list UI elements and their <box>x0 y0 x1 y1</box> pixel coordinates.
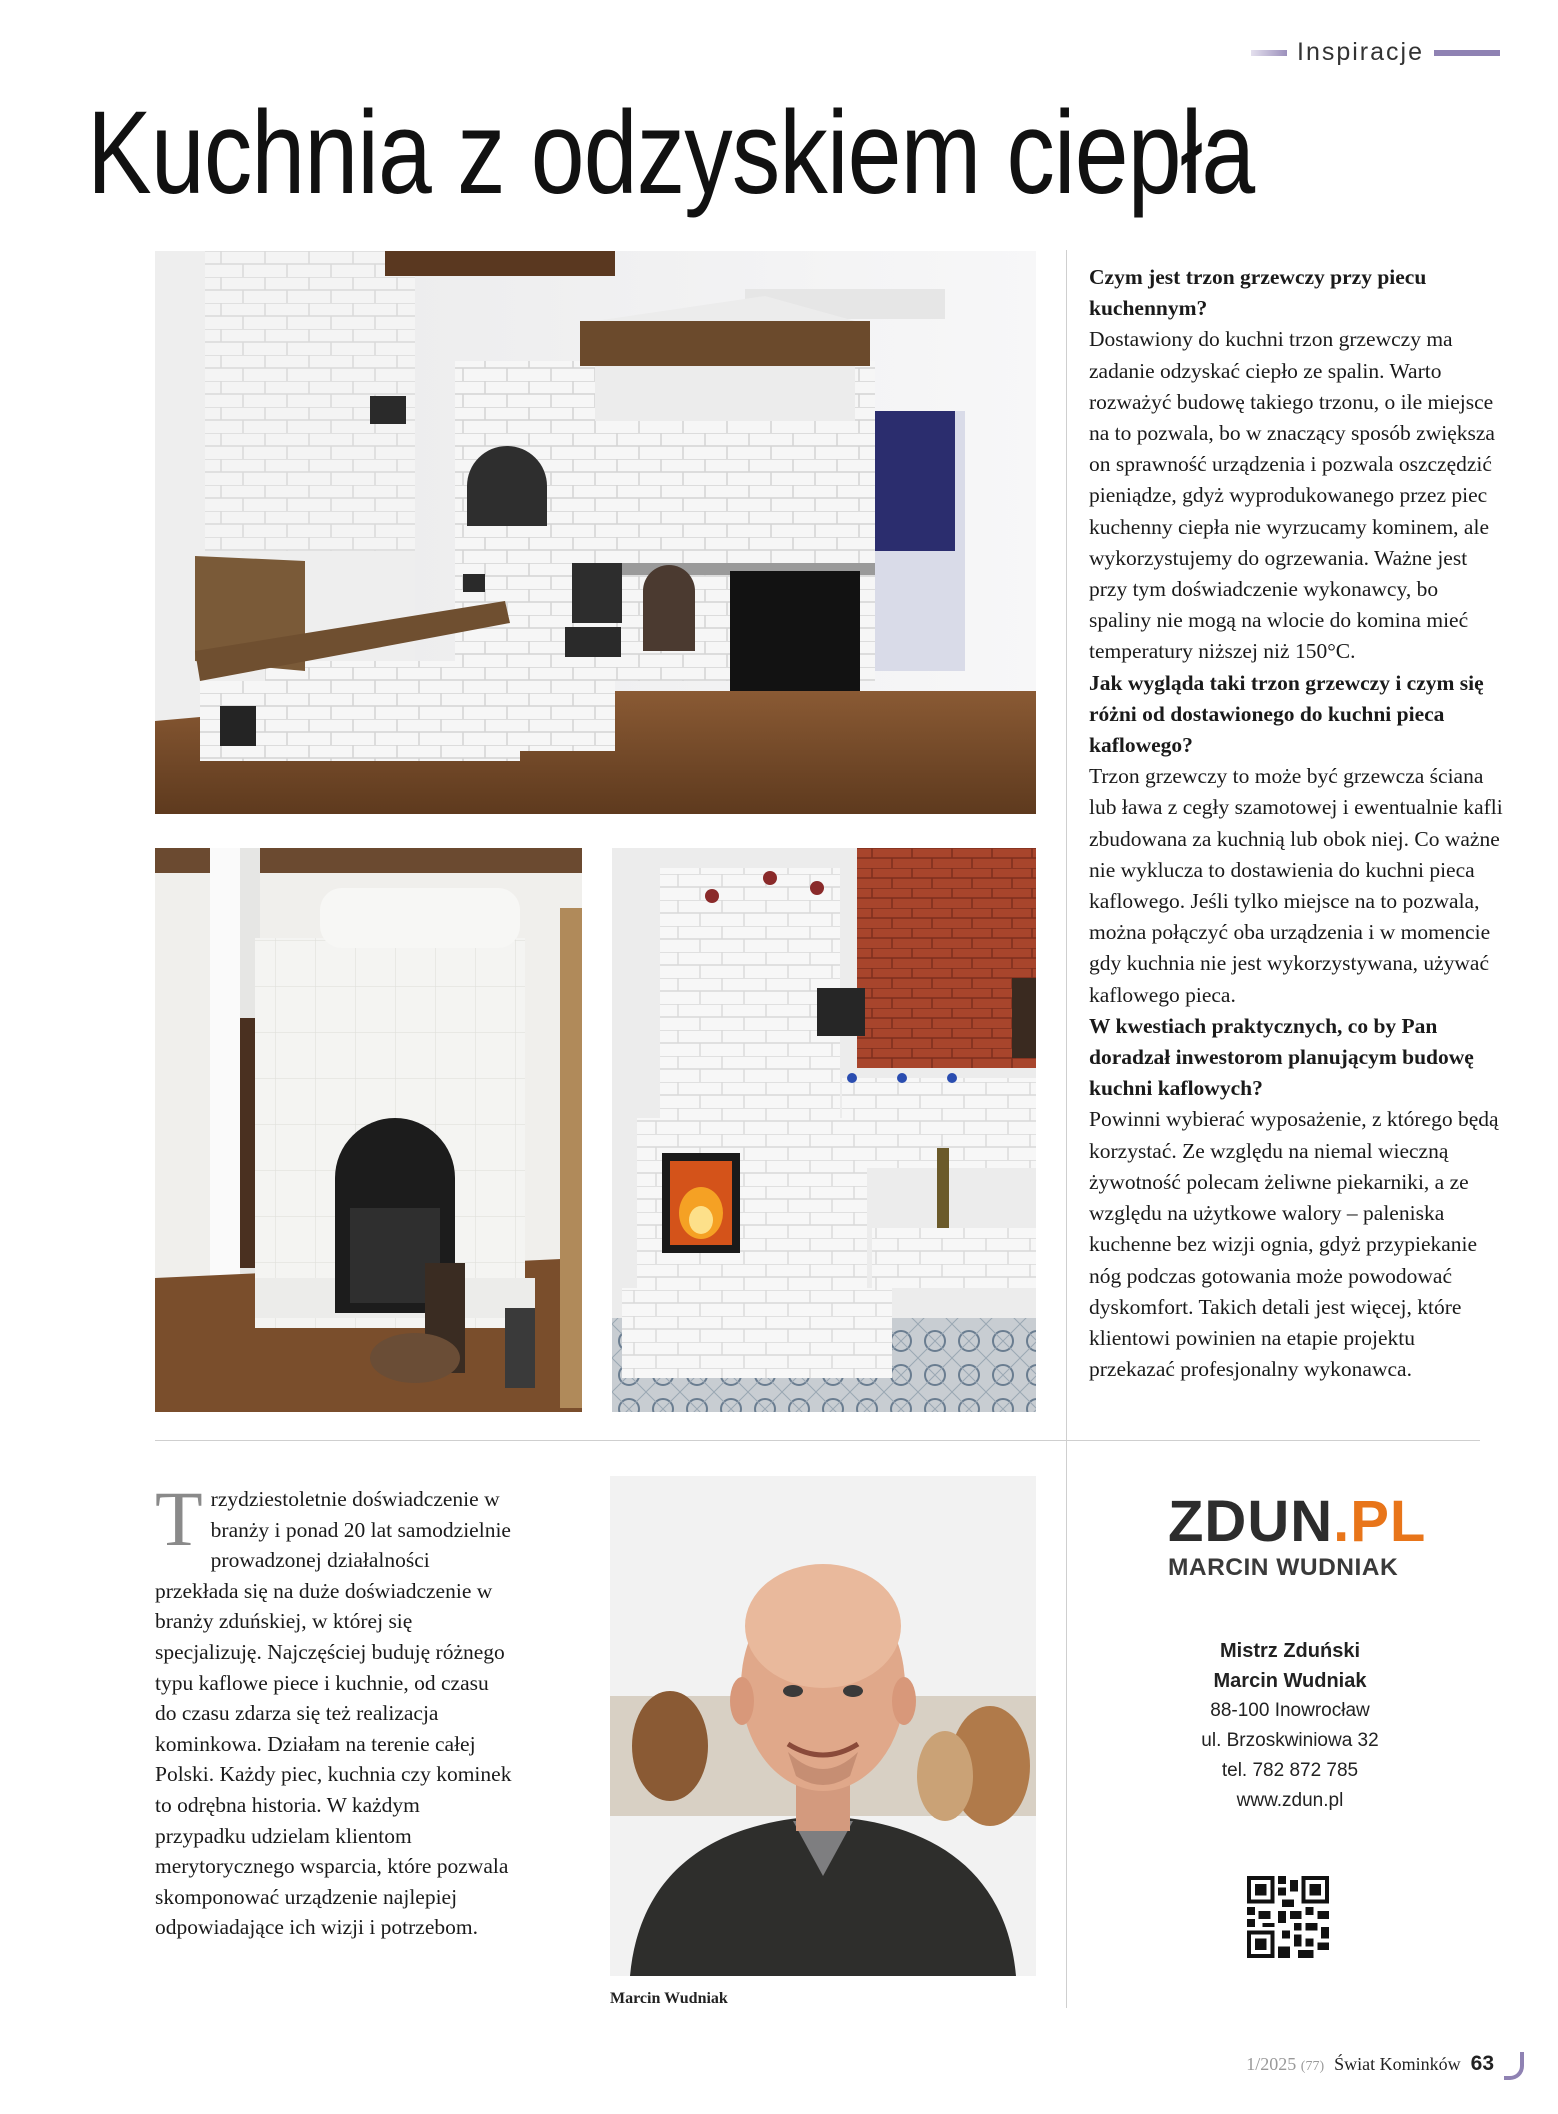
contact-name: Marcin Wudniak <box>1213 1670 1367 1692</box>
contact-website: www.zdun.pl <box>1236 1790 1344 1811</box>
section-label: Inspiracje <box>1297 38 1424 66</box>
company-logo <box>1168 1489 1427 1554</box>
interview-column <box>1089 262 1504 1385</box>
question-2: Jak wygląda taki trzon grzewczy i czym się różni od dostawionego do kuchni pieca kaflowego? <box>1089 670 1484 758</box>
logo-domain: .PL <box>1333 1489 1427 1554</box>
drop-cap: T <box>155 1475 203 1562</box>
tag-bar-decoration <box>1251 50 1287 56</box>
contact-phone: tel. 782 872 785 <box>1221 1760 1359 1781</box>
question-3: W kwestiach praktycznych, co by Pan doradzał inwestorom planującym budowę kuchni kaflowych? <box>1089 1013 1474 1101</box>
author-bio <box>155 1475 515 1943</box>
magazine-name: Świat Kominków <box>1334 2054 1461 2074</box>
contact-street: ul. Brzoskwiniowa 32 <box>1201 1730 1379 1751</box>
logo-name: ZDUN <box>1168 1489 1334 1554</box>
question-1: Czym jest trzon grzewczy przy piecu kuchennym? <box>1089 265 1427 321</box>
section-divider <box>155 1440 1480 1441</box>
tiled-stove-fire-photo <box>612 848 1036 1412</box>
qr-code-icon <box>1247 1876 1329 1958</box>
contact-city: 88-100 Inowrocław <box>1210 1700 1370 1721</box>
logo-subtitle: MARCIN WUDNIAK <box>1168 1554 1399 1581</box>
tiled-stove-fireplace-photo <box>155 848 582 1412</box>
page-title: Kuchnia z odzyskiem ciepła <box>87 87 1255 219</box>
tag-bar-decoration <box>1434 50 1500 56</box>
answer-1: Dostawiony do kuchni trzon grzewczy ma zadanie odzyskać ciepło ze spalin. Warto rozważyć budowę takiego trzonu, o ile miejsce na to pozwala, bo w znaczący sposób zwiększa on sprawność urządzenia i pozwala oszczędzić pieniądze, gdyż wyprodukowanego przez piec kuchenny ciepła nie wyrzucamy kominem, ale wykorzystujemy do ogrzewania. Ważne jest przy tym doświadczenie wykonawcy, bo spaliny nie mogą na wlocie do komina mieć temperatury niższej niż 150°C. <box>1089 327 1495 664</box>
page-number: 63 <box>1470 2052 1494 2075</box>
column-divider <box>1066 250 1067 2008</box>
section-tag <box>1251 38 1500 67</box>
kitchen-stove-photo <box>155 251 1036 814</box>
contact-block <box>1140 1636 1440 1816</box>
answer-2: Trzon grzewczy to może być grzewcza ściana lub ława z cegły szamotowej i ewentualnie kafli zbudowana za kuchnią lub obok niej. Co ważne nie wyklucza to dostawienia do kuchni pieca kaflowego. Jeśli tylko miejsce na to pozwala, można połączyć oba urządzenia i w momencie gdy kuchnia nie jest wykorzystywana, używać kaflowego pieca. <box>1089 764 1503 1007</box>
answer-3: Powinni wybierać wyposażenie, z którego będą korzystać. Ze względu na niemal wieczną żywotność polecam żeliwne piekarniki, a ze względu na użytkowe walory – paleniska kuchenne bez wizji ognia, gdyż przypiekanie nóg podczas gotowania może powodować dyskomfort. Takich detali jest więcej, które klientowi powinien na etapie projektu przekazać profesjonalny wykonawca. <box>1089 1107 1499 1382</box>
issue-number: 1/2025 (77) <box>1246 2054 1325 2074</box>
page-footer <box>1246 2052 1524 2080</box>
photo-caption: Marcin Wudniak <box>610 1990 728 2007</box>
portrait-photo <box>610 1476 1036 1976</box>
bio-text: rzydziestoletnie doświadczenie w branży i ponad 20 lat samodzielnie prowadzonej działalności przekłada się na duże doświadczenie w branży zduńskiej, w której się specjalizuję. Najczęściej buduję różnego typu kaflowe piece i kuchnie, od czasu do czasu zdarza się też realizacja kominkowa. Działam na terenie całej Polski. Każdy piec, kuchnia czy kominek to odrębna historia. W każdym przypadku udzielam klientom merytorycznego wsparcia, które pozwala skomponować urządzenie najlepiej odpowiadające ich wizji i potrzebom. <box>155 1487 512 1940</box>
contact-title: Mistrz Zduński <box>1219 1640 1360 1662</box>
swoosh-icon <box>1504 2052 1524 2080</box>
